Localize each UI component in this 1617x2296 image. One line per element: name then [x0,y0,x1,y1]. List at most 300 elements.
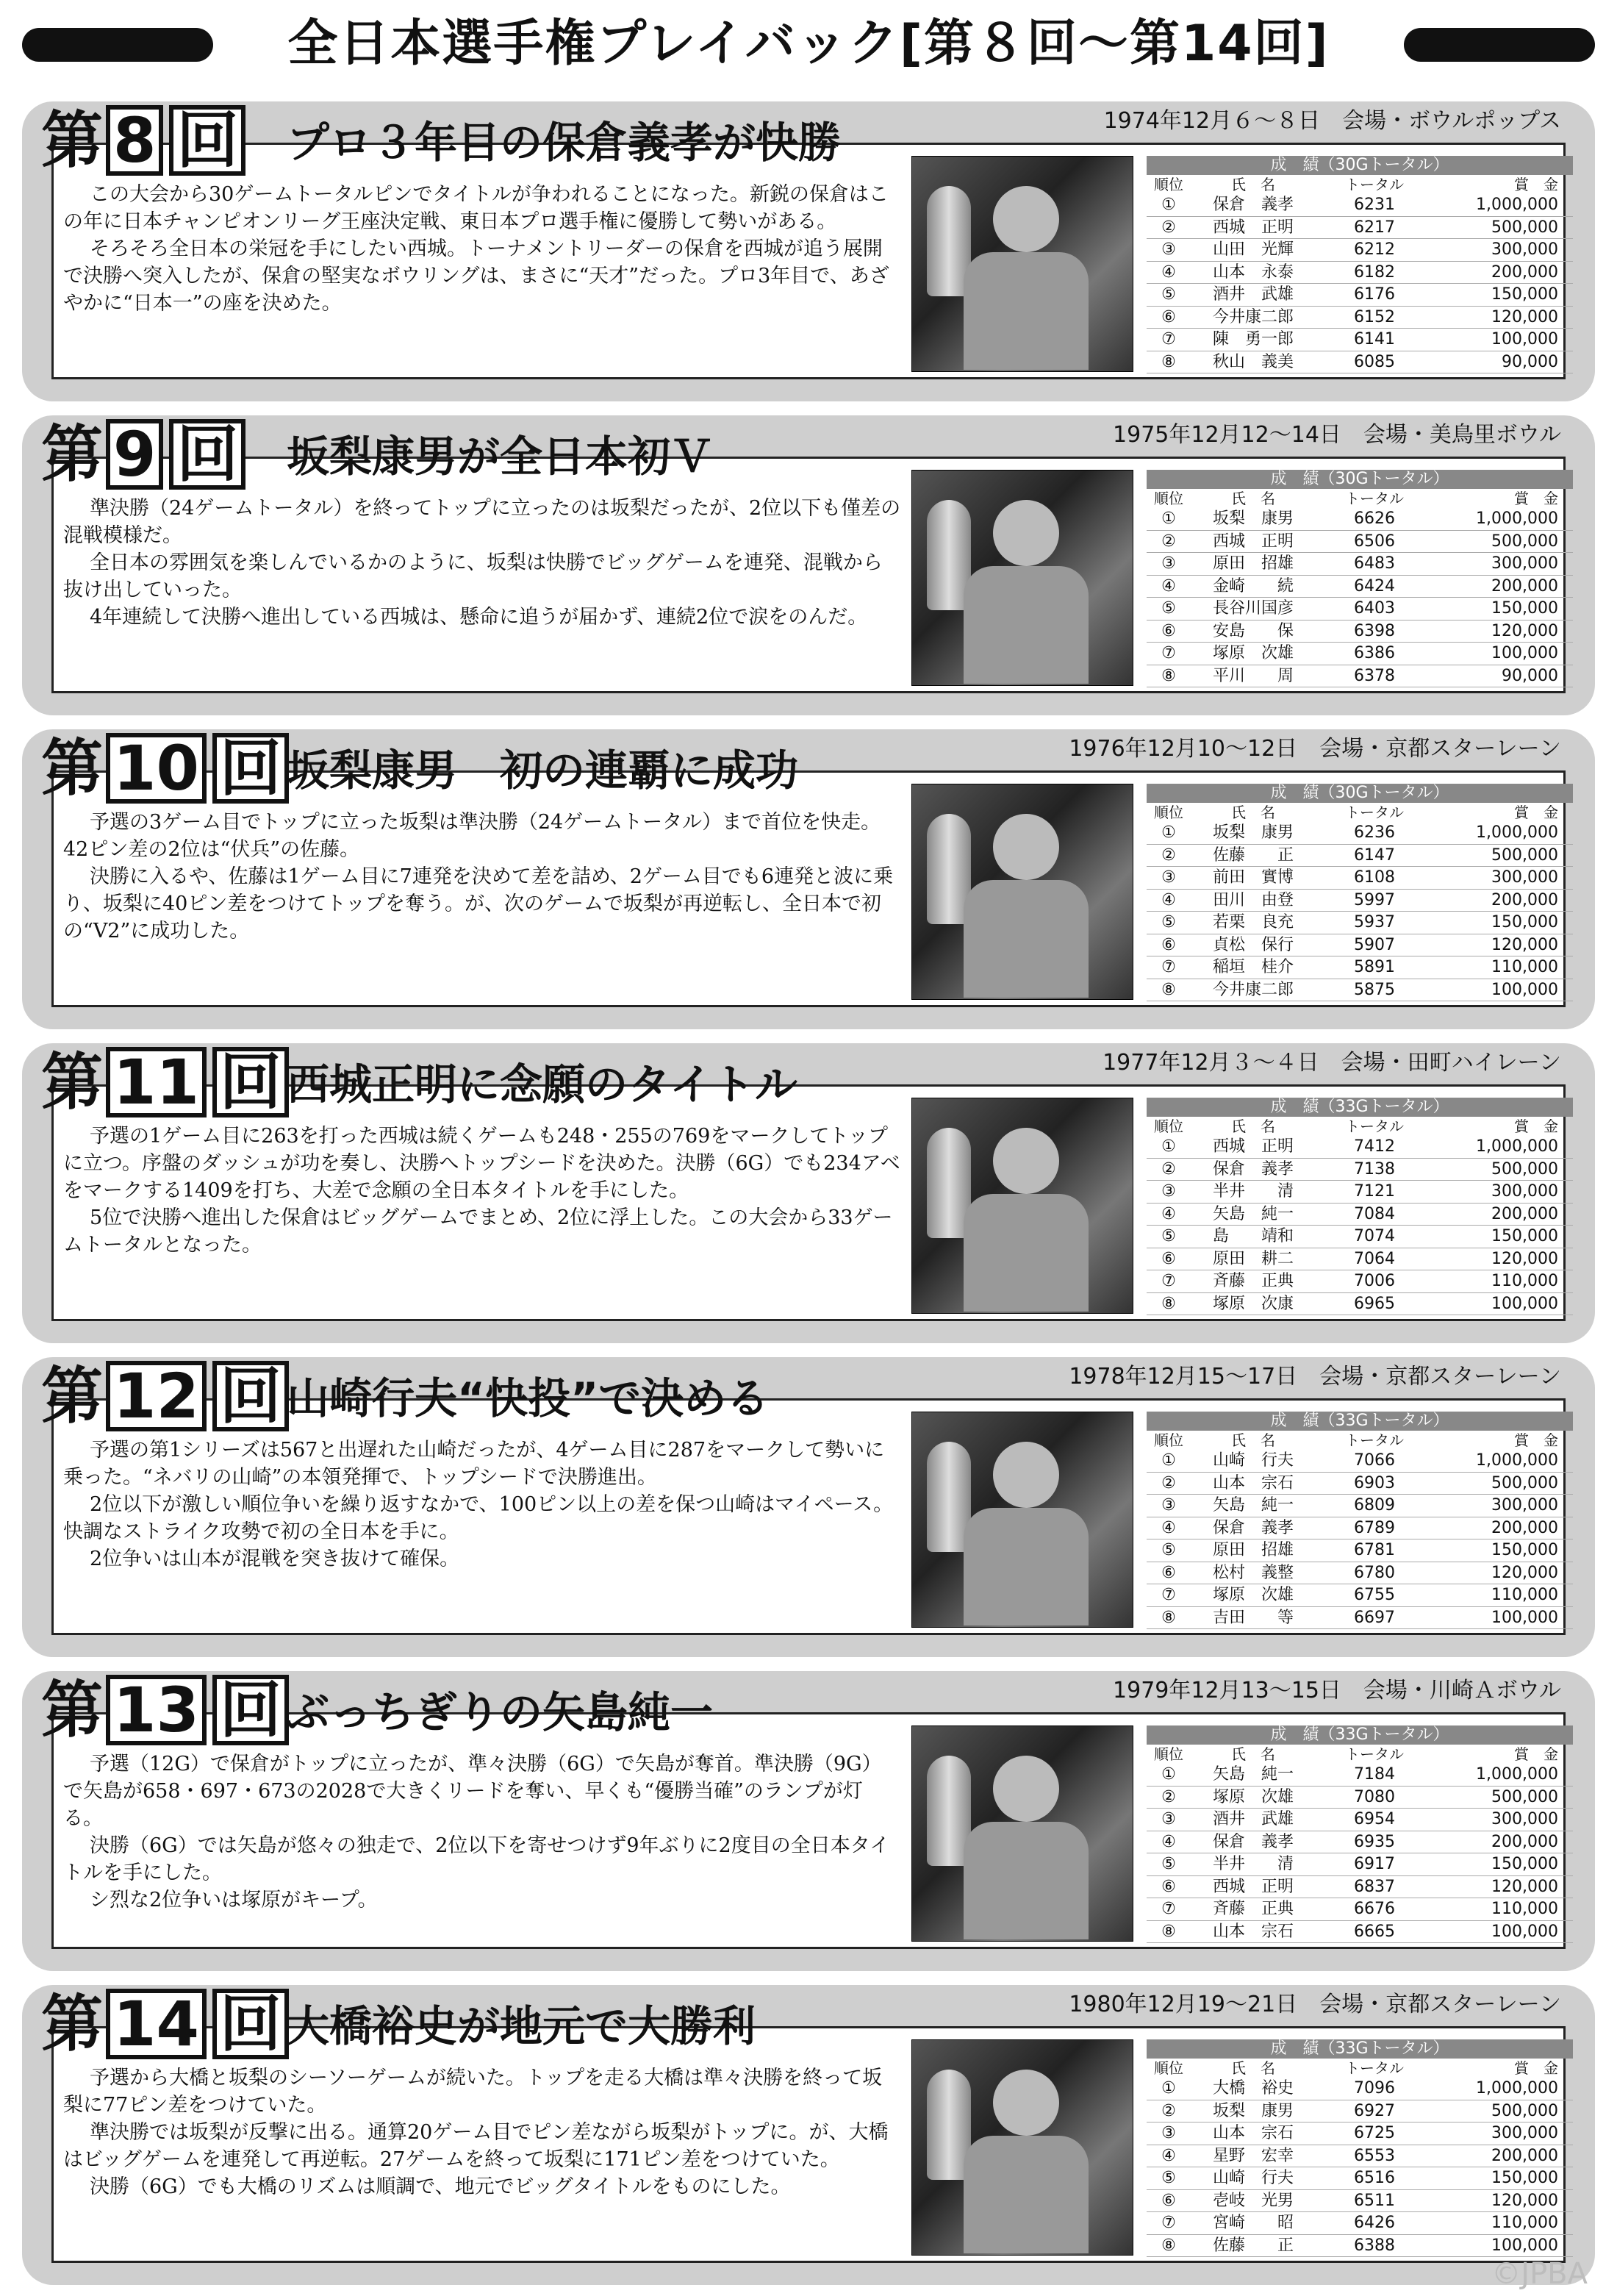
row-name: 西城 正明 [1212,532,1294,551]
row-name: 原田 耕二 [1212,1249,1294,1268]
row-score: 6917 [1354,1855,1395,1873]
round-section [22,1985,1595,2285]
section-body [63,809,901,945]
row-rank: ⑥ [1161,1563,1176,1582]
table-row [1147,867,1573,890]
row-prize: 1,000,000 [1476,509,1558,528]
col-prize: 賞 金 [1514,804,1558,821]
row-rank: ② [1161,1159,1176,1179]
row-rank: ⑤ [1161,1541,1176,1559]
section-body [63,1437,901,1573]
row-score: 7184 [1354,1765,1395,1784]
row-score: 7096 [1354,2079,1395,2097]
row-name: 平川 周 [1212,666,1294,685]
row-score: 5891 [1354,958,1395,976]
round-section [22,1671,1595,1971]
section-body [63,1750,901,1914]
row-prize: 200,000 [1491,262,1558,282]
round-suffix: 回 [212,1989,289,2059]
row-prize: 100,000 [1491,330,1558,348]
table-row [1147,2190,1573,2213]
col-prize: 賞 金 [1514,1745,1558,1763]
row-name: 矢島 純一 [1212,1496,1294,1514]
row-rank: ⑧ [1161,666,1176,685]
section-body [63,495,901,631]
results-header: 成 績（30Gトータル） [1147,784,1573,803]
row-rank: ⑥ [1161,621,1176,640]
row-name: 保倉 義孝 [1212,1159,1294,1179]
row-rank: ⑥ [1161,307,1176,326]
row-prize: 100,000 [1491,980,1558,999]
results-columns [1147,803,1573,822]
col-score: トータル [1345,2059,1404,2077]
table-row [1147,2100,1573,2123]
row-rank: ④ [1161,262,1176,282]
col-name: 氏 名 [1231,490,1275,507]
row-rank: ① [1161,2079,1176,2097]
row-name: 斉藤 正典 [1212,1272,1294,1290]
round-suffix: 回 [169,105,245,176]
row-prize: 150,000 [1491,913,1558,931]
row-rank: ③ [1161,1810,1176,1828]
row-score: 6386 [1354,644,1395,662]
row-prize: 120,000 [1491,621,1558,640]
row-prize: 500,000 [1491,1787,1558,1806]
row-name: 塚原 次雄 [1212,1787,1294,1806]
row-prize: 120,000 [1491,307,1558,326]
row-rank: ③ [1161,1496,1176,1514]
round-prefix: 第 [41,732,104,804]
col-name: 氏 名 [1231,176,1275,193]
person-body-shape [964,880,1089,998]
row-score: 6085 [1354,352,1395,371]
row-name: 田川 由登 [1212,890,1294,909]
row-prize: 500,000 [1491,2101,1558,2120]
row-rank: ⑦ [1161,2214,1176,2232]
row-rank: ⑧ [1161,980,1176,999]
row-prize: 1,000,000 [1476,1137,1558,1156]
row-prize: 1,000,000 [1476,1451,1558,1470]
col-score: トータル [1345,1431,1404,1449]
row-prize: 500,000 [1491,218,1558,237]
col-rank: 順位 [1154,1117,1183,1135]
results-header: 成 績（33Gトータル） [1147,1725,1573,1745]
row-rank: ⑤ [1161,913,1176,931]
row-rank: ② [1161,532,1176,551]
results-header: 成 績（33Gトータル） [1147,2039,1573,2059]
row-name: 山田 光輝 [1212,240,1294,259]
table-row [1147,508,1573,531]
row-rank: ⑦ [1161,330,1176,348]
row-score: 6927 [1354,2101,1395,2120]
body-paragraph: 決勝（6G）でも大橋のリズムは順調で、地元でビッグタイトルをものにした。 [90,2175,791,2198]
round-label [41,104,248,176]
row-score: 6231 [1354,196,1395,214]
results-header: 成 績（33Gトータル） [1147,1098,1573,1117]
results-table [1147,470,1573,687]
row-score: 7074 [1354,1227,1395,1245]
row-rank: ② [1161,218,1176,237]
row-name: 今井康二郎 [1212,307,1294,326]
row-prize: 110,000 [1491,1900,1558,1918]
row-name: 島 靖和 [1212,1227,1294,1245]
row-score: 6403 [1354,599,1395,618]
section-headline: ぶっちぎりの矢島純一 [287,1687,714,1737]
section-body [63,181,901,317]
row-rank: ⑤ [1161,1855,1176,1873]
row-name: 宮崎 昭 [1212,2214,1294,2232]
round-number: 14 [106,1989,207,2059]
row-prize: 120,000 [1491,1877,1558,1896]
results-table [1147,784,1573,1001]
results-columns [1147,175,1573,194]
event-date-venue: 1978年12月15〜17日 会場・京都スターレーン [1069,1364,1561,1390]
results-columns [1147,489,1573,508]
row-score: 6935 [1354,1832,1395,1851]
table-row [1147,576,1573,598]
row-name: 佐藤 正 [1212,845,1294,865]
person-head-shape [993,814,1059,880]
row-rank: ② [1161,2101,1176,2120]
table-row [1147,665,1573,688]
round-section [22,1043,1595,1343]
body-paragraph: 全日本の雰囲気を楽しんでいるかのように、坂梨は快勝でビッグゲームを連発、混戦から抜け出していった。 [63,551,883,601]
row-score: 7064 [1354,1249,1395,1268]
row-rank: ⑧ [1161,352,1176,371]
round-suffix: 回 [212,733,289,804]
event-date-venue: 1974年12月６〜８日 会場・ボウルポップス [1103,108,1561,134]
table-row [1147,2078,1573,2100]
row-score: 6236 [1354,823,1395,842]
row-prize: 300,000 [1491,1496,1558,1514]
person-body-shape [964,2136,1089,2253]
row-name: 坂梨 康男 [1212,509,1294,528]
table-row [1147,194,1573,217]
winner-photo [911,1412,1133,1628]
row-rank: ⑦ [1161,644,1176,662]
col-rank: 順位 [1154,1431,1183,1449]
row-prize: 150,000 [1491,1227,1558,1245]
body-paragraph: 4年連続して決勝へ進出している西城は、懸命に追うが届かず、連続2位で涙をのんだ。 [90,606,868,629]
row-score: 6217 [1354,218,1395,237]
round-label [41,418,248,490]
row-name: 山本 宗石 [1212,2124,1294,2142]
row-name: 原田 招雄 [1212,1541,1294,1559]
row-score: 7412 [1354,1137,1395,1156]
body-paragraph: 予選の1ゲーム目に263を打った西城は続くゲームも248・255の769をマークしてトップに立つ。序盤のダッシュが功を奏し、決勝へトップシードを決めた。決勝（6G）でも234アベをマークする1409を打ち、大差で念願の全日本タイトルを手にした。 [63,1125,900,1202]
table-row [1147,2145,1573,2168]
row-rank: ① [1161,196,1176,214]
row-name: 坂梨 康男 [1212,823,1294,842]
round-prefix: 第 [41,1046,104,1118]
row-name: 前田 實博 [1212,868,1294,887]
row-rank: ③ [1161,554,1176,573]
person-head-shape [993,1442,1059,1508]
round-suffix: 回 [212,1675,289,1745]
row-name: 原田 招雄 [1212,554,1294,573]
title-bar-right [1404,28,1595,62]
round-label [41,1360,292,1432]
row-name: 吉田 等 [1212,1608,1294,1627]
row-name: 保倉 義孝 [1212,196,1294,214]
section-body [63,2064,901,2200]
row-name: 塚原 次雄 [1212,1586,1294,1604]
results-columns [1147,1431,1573,1450]
row-rank: ⑤ [1161,285,1176,304]
table-row [1147,643,1573,665]
row-name: 秋山 義美 [1212,352,1294,371]
row-score: 6665 [1354,1922,1395,1941]
row-name: 斉藤 正典 [1212,1900,1294,1918]
row-name: 西城 正明 [1212,1137,1294,1156]
row-rank: ⑦ [1161,1586,1176,1604]
row-rank: ⑧ [1161,1922,1176,1941]
row-name: 矢島 純一 [1212,1204,1294,1223]
table-row [1147,1473,1573,1495]
section-headline: 西城正明に念願のタイトル [287,1059,797,1109]
table-row [1147,598,1573,621]
row-rank: ⑧ [1161,1294,1176,1313]
row-rank: ① [1161,509,1176,528]
table-row [1147,1181,1573,1204]
event-date-venue: 1976年12月10〜12日 会場・京都スターレーン [1069,736,1561,762]
row-name: 大橋 裕史 [1212,2079,1294,2097]
row-prize: 200,000 [1491,1518,1558,1537]
row-name: 貞松 保行 [1212,935,1294,954]
round-section [22,1357,1595,1657]
col-score: トータル [1345,1745,1404,1763]
row-prize: 150,000 [1491,1855,1558,1873]
row-prize: 90,000 [1502,666,1558,685]
col-name: 氏 名 [1231,804,1275,821]
winner-photo [911,156,1133,372]
table-row [1147,934,1573,957]
table-row [1147,1921,1573,1944]
row-prize: 200,000 [1491,890,1558,909]
table-row [1147,621,1573,643]
col-name: 氏 名 [1231,1117,1275,1135]
row-score: 7084 [1354,1204,1395,1223]
row-prize: 110,000 [1491,2214,1558,2232]
row-score: 6152 [1354,307,1395,326]
table-row [1147,351,1573,374]
row-score: 6212 [1354,240,1395,259]
event-date-venue: 1979年12月13〜15日 会場・川崎Ａボウル [1113,1678,1561,1703]
row-prize: 500,000 [1491,845,1558,865]
winner-photo [911,1725,1133,1942]
table-row [1147,1584,1573,1607]
row-score: 6424 [1354,576,1395,596]
body-paragraph: 予選の第1シリーズは567と出遅れた山崎だったが、4ゲーム目に287をマークして勢いに乗った。“ネバリの山崎”の本領発揮で、トップシードで決勝進出。 [63,1439,885,1489]
winner-photo [911,470,1133,686]
col-prize: 賞 金 [1514,176,1558,193]
person-head-shape [993,1756,1059,1822]
row-score: 6725 [1354,2124,1395,2142]
table-row [1147,956,1573,979]
row-name: 山本 宗石 [1212,1922,1294,1941]
table-row [1147,1787,1573,1809]
row-score: 5997 [1354,890,1395,909]
watermark: ©JPBA [1491,2257,1588,2291]
table-row [1147,217,1573,240]
person-body-shape [964,566,1089,684]
row-rank: ⑤ [1161,2169,1176,2187]
results-table [1147,156,1573,373]
results-table [1147,1412,1573,1629]
row-prize: 110,000 [1491,1586,1558,1604]
col-rank: 順位 [1154,490,1183,507]
event-date-venue: 1980年12月19〜21日 会場・京都スターレーン [1069,1992,1561,2017]
row-name: 保倉 義孝 [1212,1518,1294,1537]
table-row [1147,1136,1573,1159]
page-title: 全日本選手権プレイバック[第８回〜第14回] [287,15,1330,73]
row-name: 若栗 良充 [1212,913,1294,931]
row-prize: 120,000 [1491,2191,1558,2210]
row-name: 山本 永泰 [1212,262,1294,282]
row-rank: ① [1161,1451,1176,1470]
results-header: 成 績（33Gトータル） [1147,1412,1573,1431]
row-name: 保倉 義孝 [1212,1832,1294,1851]
col-name: 氏 名 [1231,2059,1275,2077]
row-prize: 300,000 [1491,240,1558,259]
section-headline: 大橋裕史が地元で大勝利 [287,2001,756,2051]
table-row [1147,1248,1573,1271]
table-row [1147,239,1573,262]
row-score: 6182 [1354,262,1395,282]
round-suffix: 回 [169,419,245,490]
row-rank: ② [1161,1787,1176,1806]
table-row [1147,2235,1573,2258]
row-name: 長谷川国彦 [1212,599,1294,618]
table-row [1147,1831,1573,1854]
results-columns [1147,1117,1573,1136]
row-score: 6506 [1354,532,1395,551]
row-rank: ③ [1161,2124,1176,2142]
round-label [41,1988,292,2060]
table-row [1147,1539,1573,1562]
row-name: 山崎 行夫 [1212,1451,1294,1470]
round-prefix: 第 [41,1360,104,1432]
row-score: 6965 [1354,1294,1395,1313]
section-headline: 坂梨康男が全日本初Ｖ [287,432,714,482]
row-name: 松村 義整 [1212,1563,1294,1582]
row-rank: ③ [1161,868,1176,887]
table-row [1147,307,1573,329]
row-name: 半井 清 [1212,1855,1294,1873]
row-prize: 150,000 [1491,1541,1558,1559]
col-prize: 賞 金 [1514,490,1558,507]
row-rank: ④ [1161,1518,1176,1537]
row-rank: ① [1161,823,1176,842]
col-prize: 賞 金 [1514,1431,1558,1449]
row-prize: 120,000 [1491,1563,1558,1582]
table-row [1147,1562,1573,1585]
col-rank: 順位 [1154,804,1183,821]
body-paragraph: 5位で決勝へ進出した保倉はビッグゲームでまとめ、2位に浮上した。この大会から33ゲームトータルとなった。 [63,1206,893,1256]
results-table [1147,1098,1573,1315]
row-score: 7121 [1354,1182,1395,1201]
results-columns [1147,1745,1573,1764]
col-rank: 順位 [1154,176,1183,193]
table-row [1147,979,1573,1002]
row-prize: 1,000,000 [1476,1765,1558,1784]
row-rank: ⑦ [1161,958,1176,976]
row-score: 6954 [1354,1810,1395,1828]
row-score: 6903 [1354,1473,1395,1492]
row-name: 星野 宏幸 [1212,2146,1294,2165]
table-row [1147,1226,1573,1248]
row-prize: 300,000 [1491,1810,1558,1828]
body-paragraph: 2位争いは山本が混戦を突き抜けて確保。 [90,1548,460,1570]
section-body [63,1123,901,1259]
row-name: 金崎 続 [1212,576,1294,596]
row-name: 塚原 次雄 [1212,644,1294,662]
row-prize: 300,000 [1491,2124,1558,2142]
table-row [1147,1876,1573,1899]
title-bar-left [22,28,213,62]
round-number: 12 [106,1361,207,1431]
row-prize: 90,000 [1502,352,1558,371]
table-row [1147,1293,1573,1316]
row-prize: 120,000 [1491,935,1558,954]
row-score: 6697 [1354,1608,1395,1627]
row-score: 6789 [1354,1518,1395,1537]
results-header: 成 績（30Gトータル） [1147,470,1573,489]
row-score: 6176 [1354,285,1395,304]
row-prize: 500,000 [1491,1159,1558,1179]
row-score: 6837 [1354,1877,1395,1896]
row-name: 坂梨 康男 [1212,2101,1294,2120]
col-name: 氏 名 [1231,1745,1275,1763]
row-prize: 150,000 [1491,2169,1558,2187]
col-rank: 順位 [1154,1745,1183,1763]
row-rank: ④ [1161,1832,1176,1851]
table-row [1147,912,1573,934]
row-rank: ③ [1161,1182,1176,1201]
row-prize: 300,000 [1491,554,1558,573]
row-rank: ④ [1161,576,1176,596]
row-rank: ⑦ [1161,1272,1176,1290]
row-score: 6141 [1354,330,1395,348]
row-score: 5907 [1354,935,1395,954]
event-date-venue: 1977年12月３〜４日 会場・田町ハイレーン [1102,1050,1561,1076]
winner-photo [911,784,1133,1000]
row-score: 7006 [1354,1272,1395,1290]
round-section [22,729,1595,1029]
table-row [1147,262,1573,285]
row-rank: ③ [1161,240,1176,259]
table-row [1147,2212,1573,2235]
section-headline: プロ３年目の保倉義孝が快勝 [287,118,842,168]
row-rank: ⑦ [1161,1900,1176,1918]
section-headline: 坂梨康男 初の連覇に成功 [287,745,799,795]
table-row [1147,1204,1573,1226]
row-rank: ⑥ [1161,2191,1176,2210]
body-paragraph: 準決勝（24ゲームトータル）を終ってトップに立ったのは坂梨だったが、2位以下も僅差の混戦模様だ。 [63,497,901,547]
row-prize: 150,000 [1491,285,1558,304]
table-row [1147,531,1573,554]
body-paragraph: 決勝（6G）では矢島が悠々の独走で、2位以下を寄せつけず9年ぶりに2度目の全日本タイトルを手にした。 [63,1834,890,1884]
body-paragraph: 2位以下が激しい順位争いを繰り返すなかで、100ピン以上の差を保つ山崎はマイペース。快調なストライク攻勢で初の全日本を手に。 [63,1493,894,1543]
round-number: 10 [106,733,207,804]
body-paragraph: 予選（12G）で保倉がトップに立ったが、準々決勝（6G）で矢島が奪首。準決勝（9G）で矢島が658・697・673の2028で大きくリードを奪い、早くも“優勝当確”のランプが灯る。 [63,1753,882,1830]
row-score: 6809 [1354,1496,1395,1514]
row-rank: ⑥ [1161,1249,1176,1268]
row-prize: 120,000 [1491,1249,1558,1268]
row-name: 山本 宗石 [1212,1473,1294,1492]
col-score: トータル [1345,804,1404,821]
table-row [1147,1270,1573,1293]
